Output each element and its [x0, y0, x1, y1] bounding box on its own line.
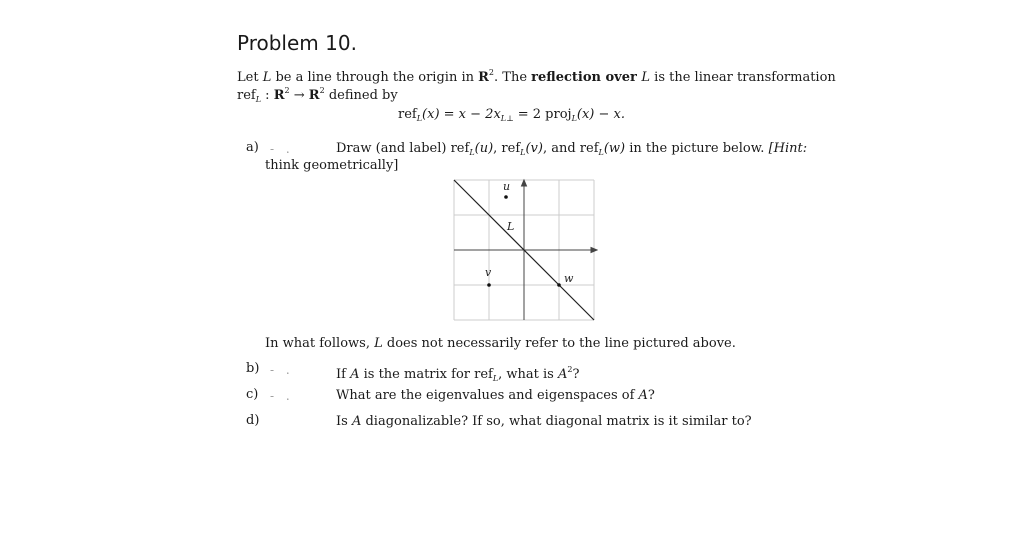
point-v	[487, 283, 491, 287]
part-a-label: a)	[246, 140, 259, 155]
part-a-text: Draw (and label) ref$_L$(u), ref$_L$(v), and ref$_L$(w) in the picture below. [Hint:	[336, 141, 808, 157]
problem-title: Problem 10.	[237, 31, 357, 55]
intro-line-2: ref$_L$ : $R^2 \to R^2$ defined by	[237, 86, 398, 104]
part-b-marks: - .	[270, 363, 294, 377]
part-b-text: If A is the matrix for ref$_L$, what is $A^2$?	[336, 365, 580, 383]
part-d-label: d)	[246, 413, 260, 428]
part-c-text: What are the eigenvalues and eigenspaces of A?	[336, 388, 655, 403]
part-c-marks: - .	[270, 389, 294, 403]
reflection-term: reflection over	[531, 70, 642, 85]
point-u	[504, 195, 508, 199]
line-L-label: L	[507, 220, 515, 233]
part-a-text-line-2: think geometrically]	[265, 158, 399, 173]
intro-line-1: Let L be a line through the origin in $R^2$. The reflection over L is the linear transformation	[237, 68, 836, 85]
point-w	[557, 283, 561, 287]
part-c-label: c)	[246, 387, 259, 402]
x-axis-arrow-icon	[591, 248, 597, 253]
point-v-label: v	[485, 266, 492, 279]
reflection-formula: $ref_L(x) = x - 2x_{L\perp} = 2$ proj$_L$(x) − x.	[398, 107, 626, 123]
point-w-label: w	[564, 272, 574, 285]
part-b-label: b)	[246, 361, 260, 376]
followup-text: In what follows, L does not necessarily refer to the line pictured above.	[265, 336, 736, 351]
y-axis-arrow-icon	[522, 180, 527, 186]
reflection-figure	[452, 178, 598, 322]
part-d-text: Is A diagonalizable? If so, what diagonal matrix is it similar to?	[336, 414, 752, 429]
point-u-label: u	[503, 180, 511, 193]
part-a-marks: - .	[270, 142, 294, 156]
